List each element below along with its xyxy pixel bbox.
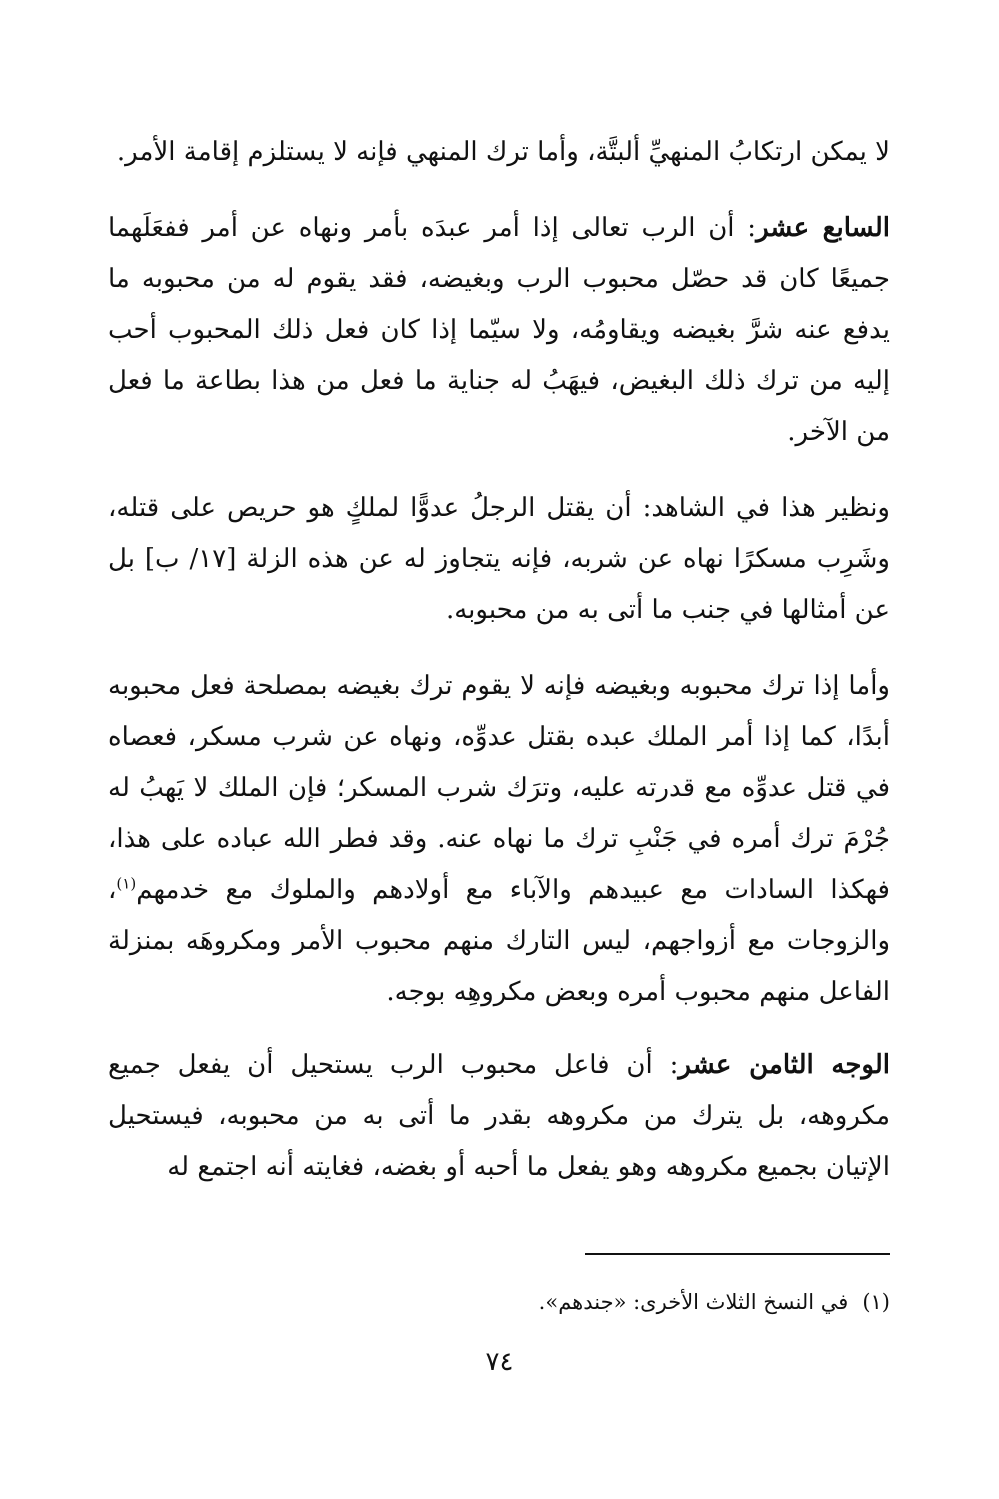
- paragraph-5-text: : أن فاعل محبوب الرب يستحيل أن يفعل جميع مكروهه، بل يترك من مكروهه بقدر ما أتى به من محبوبه، فيستحيل الإتيان بجميع مكروهه وهو يفعل ما أحبه أو بغضه، فغايته أنه اجتمع له: [108, 1050, 890, 1182]
- footnote-divider: [585, 1253, 890, 1255]
- footnote-reference[interactable]: (١): [116, 874, 137, 893]
- footnote: [108, 1286, 890, 1318]
- paragraph-4-text-cont: ، والزوجات مع أزواجهم، ليس التارك منهم محبوب الأمر ومكروهَه بمنزلة الفاعل منهم محبوب أمره وبعض مكروهِه بوجه.: [108, 875, 890, 1007]
- page-number: ٧٤: [485, 1347, 514, 1377]
- paragraph-5-heading: الوجه الثامن عشر: [678, 1050, 890, 1080]
- paragraph-3: [108, 483, 890, 636]
- paragraph-2-text: : أن الرب تعالى إذا أمر عبدَه بأمر ونهاه عن أمر ففعَلَهما جميعًا كان قد حصّل محبوب الرب وبغيضه، فقد يقوم له من محبوبه ما يدفع عنه شرَّ بغيضه ويقاومُه، ولا سيّما إذا كان فعل ذلك المحبوب أحب إليه من ترك ذلك البغيض، فيهَبُ له جناية ما فعل من هذا بطاعة ما فعل من الآخر.: [108, 213, 890, 447]
- paragraph-4: [108, 661, 890, 1018]
- paragraph-1-text: لا يمكن ارتكابُ المنهيِّ ألبتَّة، وأما ترك المنهي فإنه لا يستلزم إقامة الأمر.: [116, 137, 890, 167]
- footnote-number: (١): [862, 1290, 890, 1314]
- paragraph-3-text: ونظير هذا في الشاهد: أن يقتل الرجلُ عدوًّا لملكٍ هو حريص على قتله، وشَرِب مسكرًا نهاه عن شربه، فإنه يتجاوز له عن هذه الزلة [١٧/ ب] بل عن أمثالها في جنب ما أتى به من محبوبه.: [108, 493, 890, 625]
- paragraph-2: [108, 203, 890, 458]
- paragraph-5: [108, 1040, 890, 1193]
- footnote-text: في النسخ الثلاث الأخرى: «جندهم».: [538, 1290, 849, 1314]
- paragraph-4-text: وأما إذا ترك محبوبه وبغيضه فإنه لا يقوم ترك بغيضه بمصلحة فعل محبوبه أبدًا، كما إذا أمر الملك عبده بقتل عدوِّه، ونهاه عن شرب مسكر، فعصاه في قتل عدوِّه مع قدرته عليه، وترَك شرب المسكر؛ فإن الملك لا يَهبُ له جُرْمَ ترك أمره في جَنْبِ ترك ما نهاه عنه. وقد فطر الله عباده على هذا، فهكذا السادات مع عبيدهم والآباء مع أولادهم والملوك مع خدمهم: [108, 671, 890, 905]
- page-body: [108, 127, 890, 1218]
- paragraph-2-heading: السابع عشر: [756, 213, 890, 243]
- paragraph-1: [108, 127, 890, 178]
